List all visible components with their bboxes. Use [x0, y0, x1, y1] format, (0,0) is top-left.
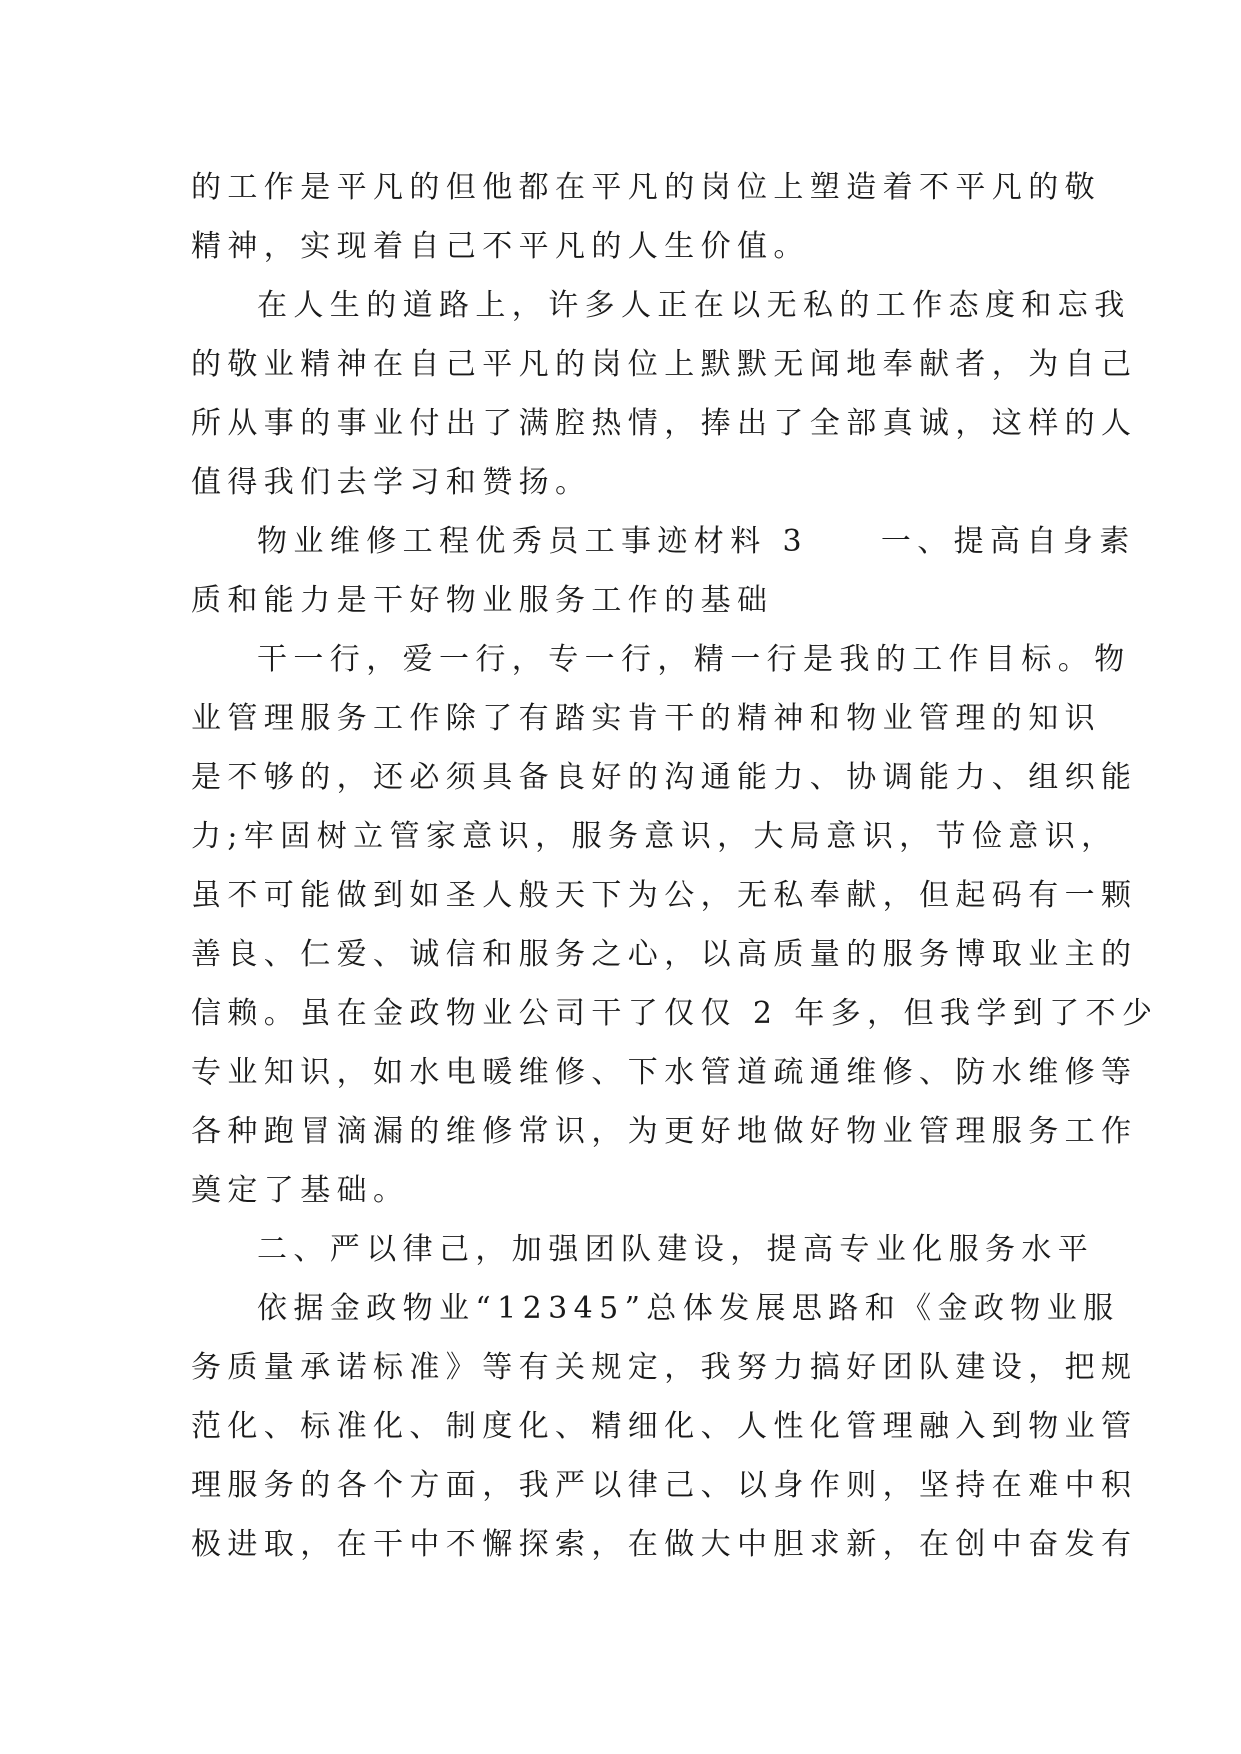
text-line: 干一行，爱一行，专一行，精一行是我的工作目标。物 [257, 642, 1131, 677]
text-line: 是不够的，还必须具备良好的沟通能力、协调能力、组织能 [191, 760, 1138, 795]
text-line: 各种跑冒滴漏的维修常识，为更好地做好物业管理服务工作 [191, 1114, 1138, 1149]
heading-line: 物业维修工程优秀员工事迹材料 3 一、提高自身素 [257, 524, 1136, 559]
text-line: 善良、仁爱、诚信和服务之心，以高质量的服务博取业主的 [191, 937, 1138, 972]
heading-line: 质和能力是干好物业服务工作的基础 [191, 583, 774, 618]
text-line: 的敬业精神在自己平凡的岗位上默默无闻地奉献者，为自己 [191, 347, 1138, 382]
text-line: 虽不可能做到如圣人般天下为公，无私奉献，但起码有一颗 [191, 878, 1138, 913]
text-line: 精神，实现着自己不平凡的人生价值。 [191, 229, 810, 264]
text-line: 极进取，在干中不懈探索，在做大中胆求新，在创中奋发有 [191, 1527, 1138, 1562]
text-line: 依据金政物业“12345”总体发展思路和《金政物业服 [257, 1291, 1120, 1326]
text-line: 所从事的事业付出了满腔热情，捧出了全部真诚，这样的人 [191, 406, 1138, 441]
text-line: 范化、标准化、制度化、精细化、人性化管理融入到物业管 [191, 1409, 1138, 1444]
text-line: 奠定了基础。 [191, 1173, 410, 1208]
text-line: 理服务的各个方面，我严以律己、以身作则，坚持在难中积 [191, 1468, 1138, 1503]
text-line: 务质量承诺标准》等有关规定，我努力搞好团队建设，把规 [191, 1350, 1138, 1385]
text-line: 力;牢固树立管家意识，服务意识，大局意识，节俭意识， [191, 819, 1118, 854]
text-line: 信赖。虽在金政物业公司干了仅仅 2 年多，但我学到了不少 [191, 996, 1159, 1031]
text-line: 的工作是平凡的但他都在平凡的岗位上塑造着不平凡的敬 [191, 170, 1101, 205]
body-text [191, 158, 1159, 1574]
text-line: 专业知识，如水电暖维修、下水管道疏通维修、防水维修等 [191, 1055, 1138, 1090]
text-line: 值得我们去学习和赞扬。 [191, 465, 592, 500]
text-line: 业管理服务工作除了有踏实肯干的精神和物业管理的知识 [191, 701, 1101, 736]
heading-line: 二、严以律己，加强团队建设，提高专业化服务水平 [257, 1232, 1095, 1267]
text-line: 在人生的道路上，许多人正在以无私的工作态度和忘我 [257, 288, 1131, 323]
